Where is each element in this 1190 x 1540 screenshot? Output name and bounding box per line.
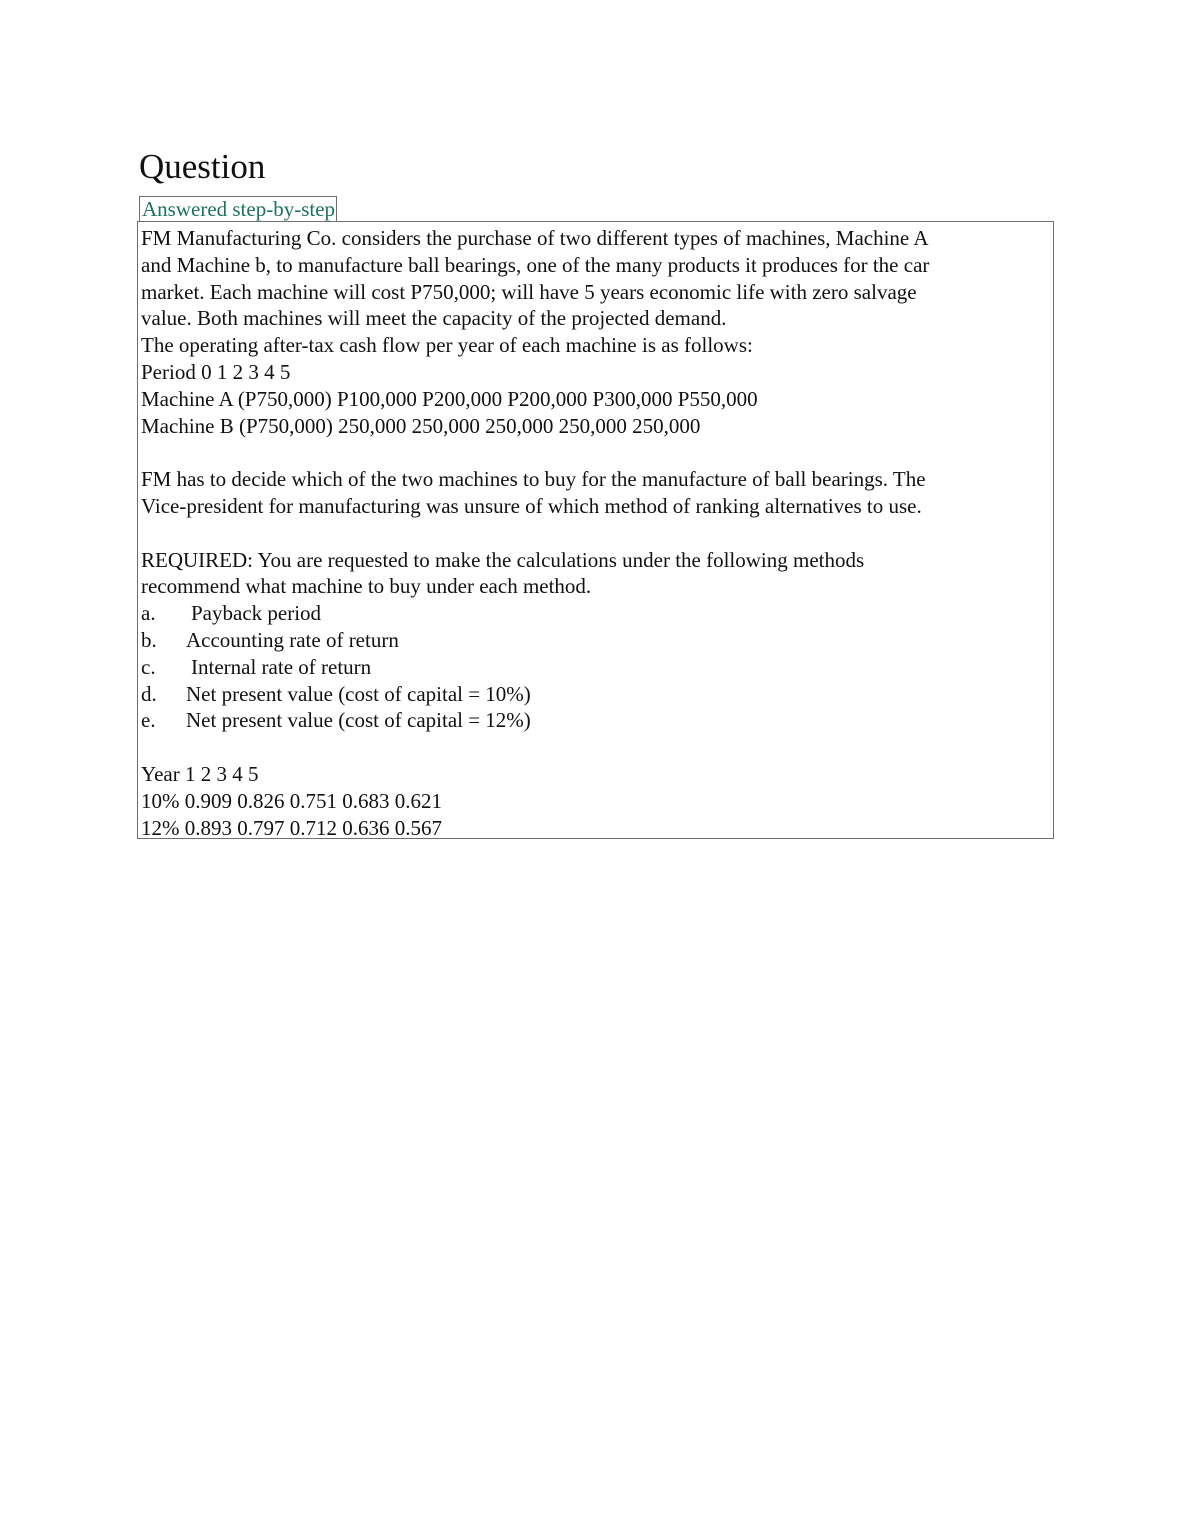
required-line: recommend what machine to buy under each method. [141, 574, 592, 599]
cashflow-header-line: Period 0 1 2 3 4 5 [141, 359, 291, 384]
intro-line: FM Manufacturing Co. considers the purchase of two different types of machines, Machine A [141, 226, 929, 250]
cashflow-machine-b-line: Machine B (P750,000) 250,000 250,000 250,000 250,000 250,000 [141, 413, 701, 438]
page-title: Question [139, 147, 266, 186]
answered-badge[interactable]: Answered step-by-step [139, 196, 337, 222]
option-letter: c. [141, 654, 156, 679]
required-line: REQUIRED: You are requested to make the calculations under the following methods [141, 547, 865, 572]
intro-line: market. Each machine will cost P750,000; will have 5 years economic life with zero salvage [141, 279, 917, 304]
decision-line: FM has to decide which of the two machines to buy for the manufacture of ball bearings. The [141, 467, 926, 492]
spacer [141, 520, 1049, 547]
intro-line: and Machine b, to manufacture ball bearings, one of the many products it produces for the car [141, 252, 930, 277]
option-letter: d. [141, 681, 157, 706]
intro-line: value. Both machines will meet the capacity of the projected demand. [141, 306, 727, 331]
option-letter: a. [141, 601, 156, 626]
option-text: Net present value (cost of capital = 10%) [186, 681, 531, 706]
cashflow-machine-a-line: Machine A (P750,000) P100,000 P200,000 P200,000 P300,000 P550,000 [141, 386, 758, 411]
spacer [141, 734, 1049, 761]
option-item-c [141, 654, 1049, 681]
option-text: Internal rate of return [191, 654, 372, 679]
question-body [137, 221, 1054, 839]
option-text: Net present value (cost of capital = 12%) [186, 708, 531, 733]
pv-table-header-line: Year 1 2 3 4 5 [141, 761, 259, 786]
option-text: Accounting rate of return [186, 627, 399, 652]
pv-table-12pct-line: 12% 0.893 0.797 0.712 0.636 0.567 [141, 815, 442, 840]
option-text: Payback period [191, 601, 322, 626]
pv-table-10pct-line: 10% 0.909 0.826 0.751 0.683 0.621 [141, 788, 442, 813]
option-letter: b. [141, 627, 157, 652]
option-letter: e. [141, 708, 156, 733]
option-item-b [141, 627, 1049, 654]
decision-line: Vice-president for manufacturing was unsure of which method of ranking alternatives to use. [141, 493, 922, 518]
spacer [141, 439, 1049, 466]
option-item-e [141, 707, 1049, 734]
intro-line: The operating after-tax cash flow per year of each machine is as follows: [141, 333, 753, 358]
option-item-d [141, 681, 1049, 708]
option-item-a [141, 600, 1049, 627]
